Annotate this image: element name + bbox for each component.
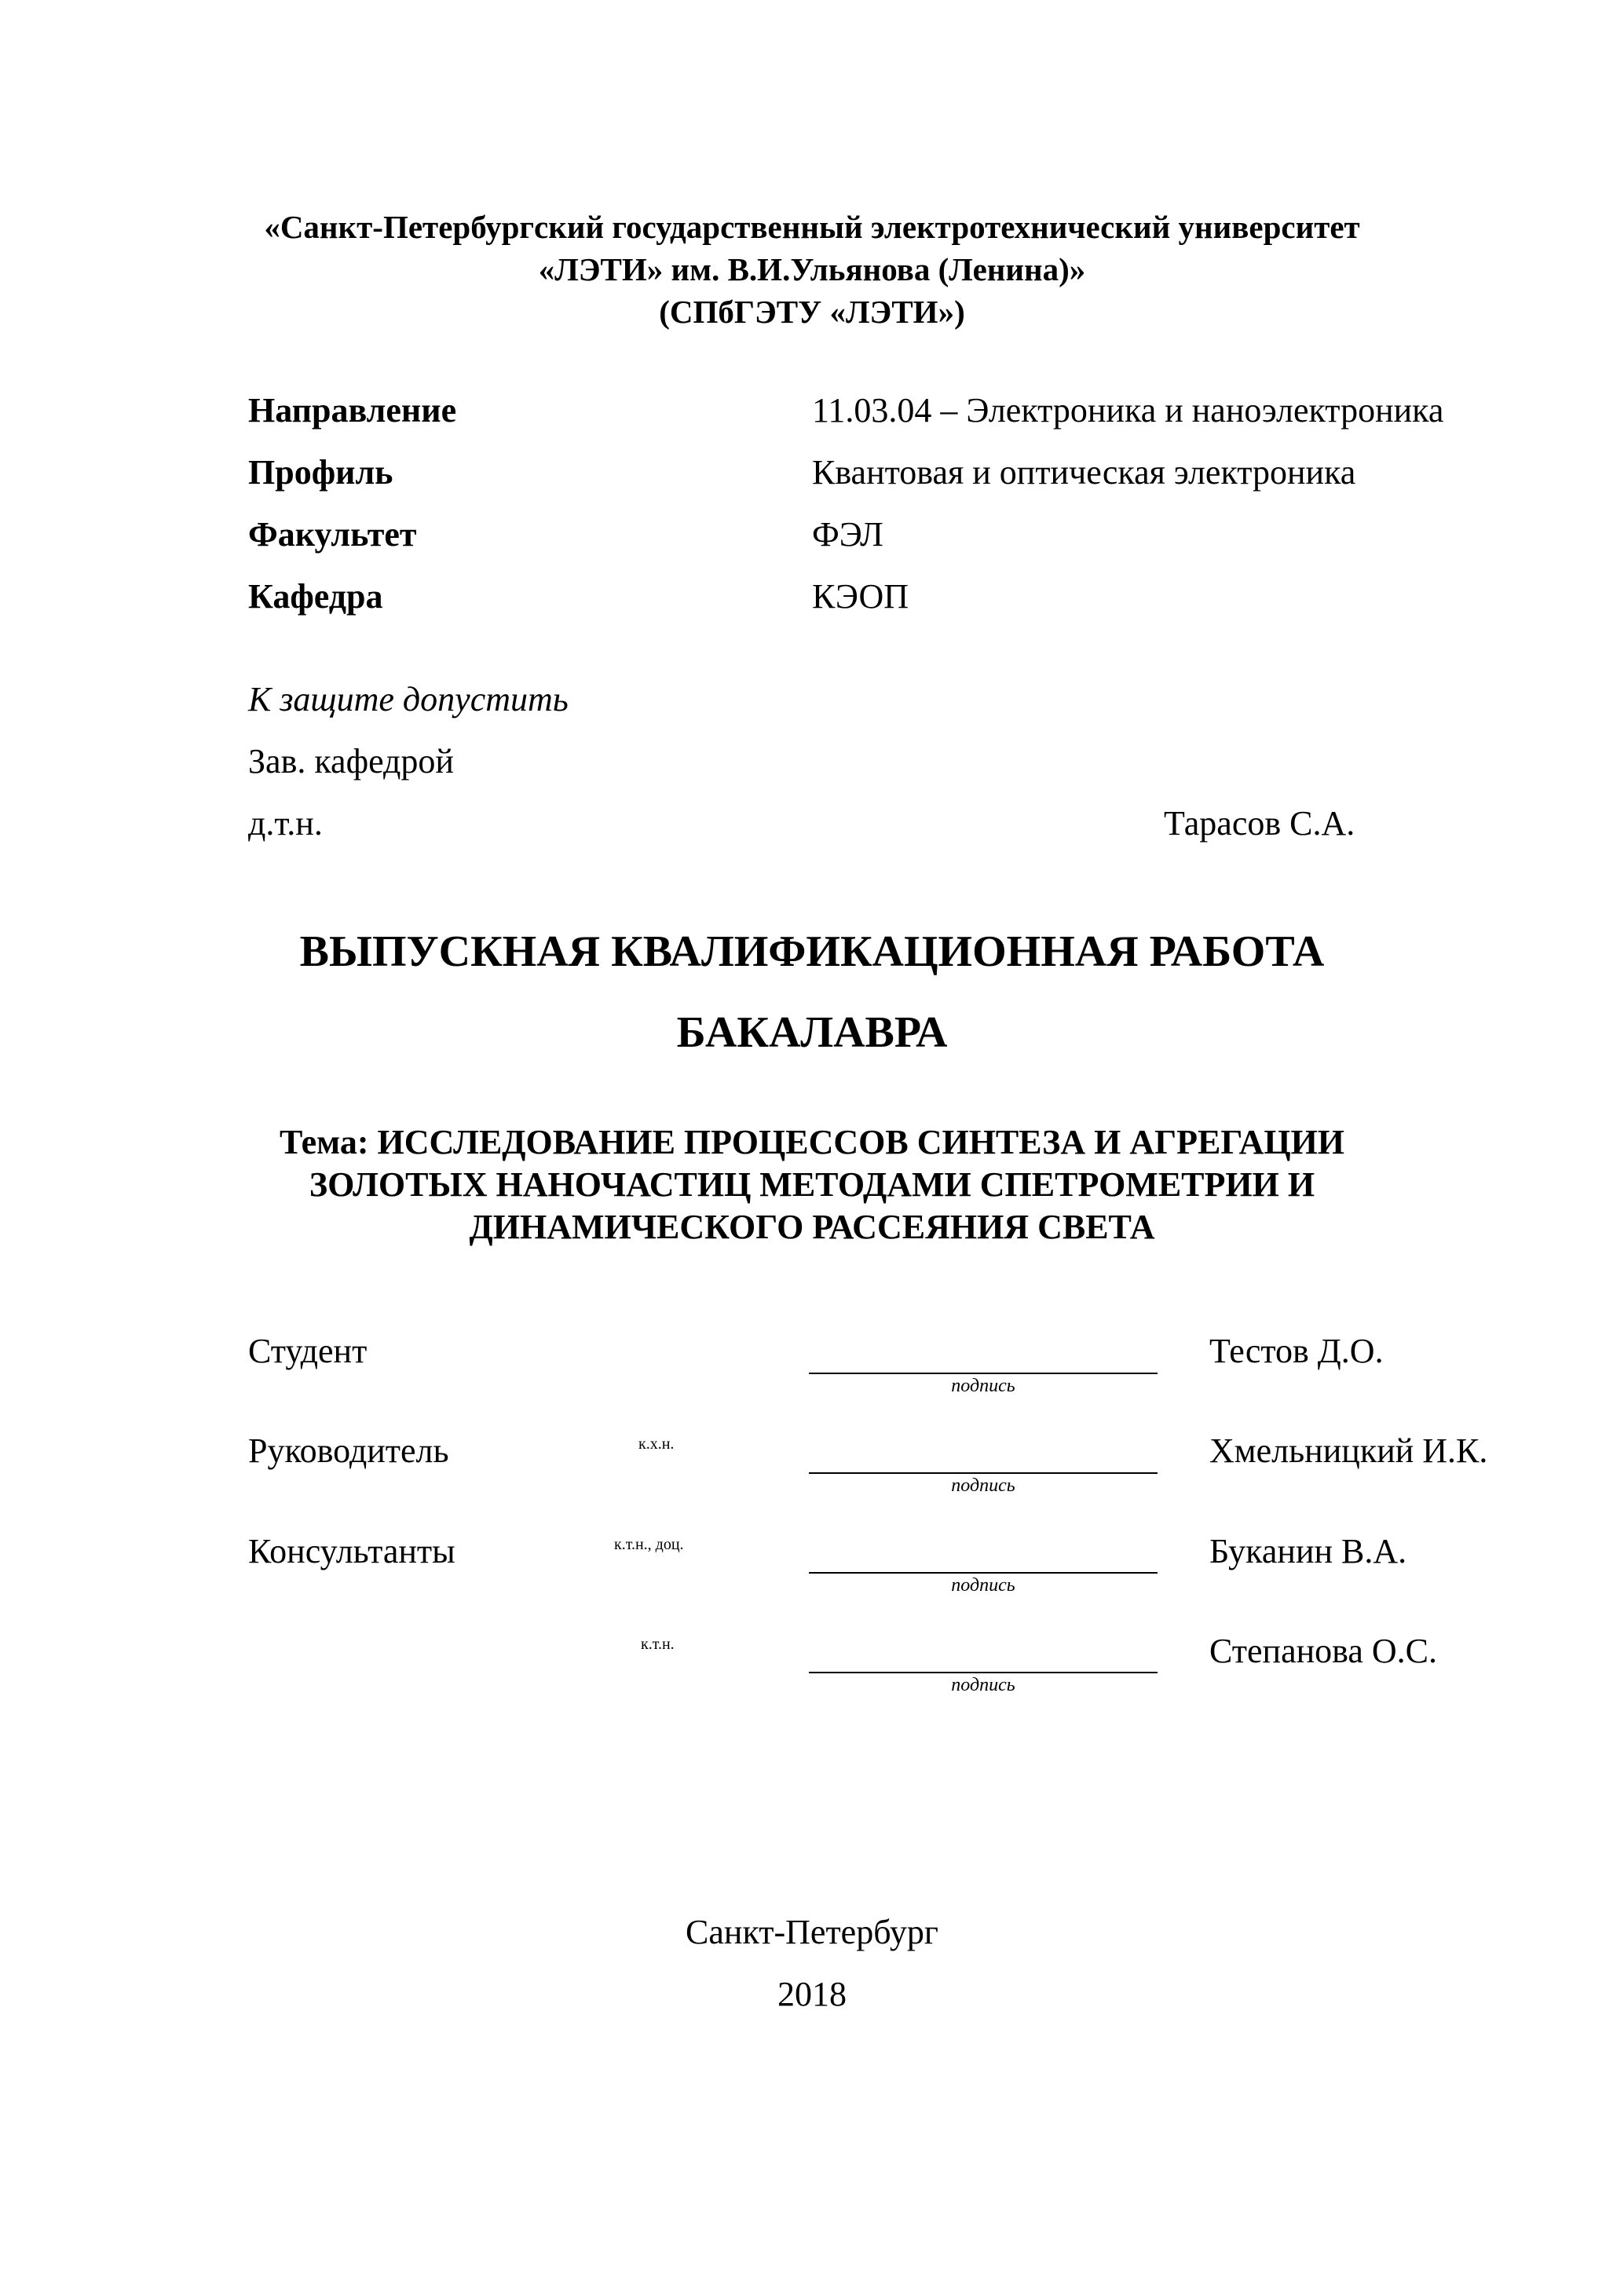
consultant-1-degree: к.т.н., доц. <box>614 1536 684 1553</box>
university-header <box>0 206 1624 333</box>
supervisor-degree: к.х.н. <box>638 1435 675 1453</box>
university-name-line-1: «Санкт-Петербургский государственный электротехнический университет <box>264 209 1360 245</box>
department-value: КЭОП <box>812 577 909 616</box>
supervisor-name: Хмельницкий И.К. <box>1209 1431 1488 1470</box>
consultant-1-signature-caption: подпись <box>951 1575 1015 1596</box>
direction-value: 11.03.04 – Электроника и наноэлектроника <box>812 391 1444 430</box>
department-label: Кафедра <box>248 577 383 616</box>
consultant-1-signature-line <box>809 1572 1158 1574</box>
student-signature-line <box>809 1373 1158 1374</box>
supervisor-role: Руководитель <box>248 1431 449 1470</box>
approval-heading: К защите допустить <box>248 680 569 718</box>
consultant-2-degree: к.т.н. <box>641 1636 675 1653</box>
topic-line-3: ДИНАМИЧЕСКОГО РАССЕЯНИЯ СВЕТА <box>469 1208 1155 1246</box>
topic-line-2: ЗОЛОТЫХ НАНОЧАСТИЦ МЕТОДАМИ СПЕТРОМЕТРИИ И <box>309 1165 1315 1204</box>
topic-block <box>0 1121 1624 1249</box>
profile-value: Квантовая и оптическая электроника <box>812 453 1356 492</box>
supervisor-signature-line <box>809 1472 1158 1474</box>
consultant-2-signature-caption: подпись <box>951 1675 1015 1695</box>
consultant-2-name: Степанова О.С. <box>1209 1632 1437 1670</box>
student-signature-caption: подпись <box>951 1376 1015 1396</box>
faculty-value: ФЭЛ <box>812 515 883 554</box>
consultants-role: Консультанты <box>248 1532 455 1570</box>
university-abbreviation: (СПбГЭТУ «ЛЭТИ») <box>659 294 965 330</box>
student-role: Студент <box>248 1332 368 1370</box>
work-title-line-1: ВЫПУСКНАЯ КВАЛИФИКАЦИОННАЯ РАБОТА <box>299 927 1325 976</box>
consultant-1-name: Буканин В.А. <box>1209 1532 1407 1570</box>
topic-line-1: Тема: ИССЛЕДОВАНИЕ ПРОЦЕССОВ СИНТЕЗА И АГРЕГАЦИИ <box>279 1123 1345 1161</box>
faculty-label: Факультет <box>248 515 417 554</box>
consultant-2-signature-line <box>809 1672 1158 1673</box>
university-name-line-2: «ЛЭТИ» им. В.И.Ульянова (Ленина)» <box>538 251 1086 287</box>
head-of-department-label: Зав. кафедрой <box>248 742 454 781</box>
direction-label: Направление <box>248 391 457 430</box>
supervisor-signature-caption: подпись <box>951 1475 1015 1496</box>
head-of-department-degree: д.т.н. <box>248 804 323 843</box>
head-of-department-name: Тарасов С.А. <box>1164 804 1355 843</box>
work-title-line-2: БАКАЛАВРА <box>676 1008 948 1057</box>
student-name: Тестов Д.О. <box>1209 1332 1384 1370</box>
footer-year: 2018 <box>777 1975 847 2013</box>
profile-label: Профиль <box>248 453 393 492</box>
footer-city: Санкт-Петербург <box>686 1913 938 1951</box>
